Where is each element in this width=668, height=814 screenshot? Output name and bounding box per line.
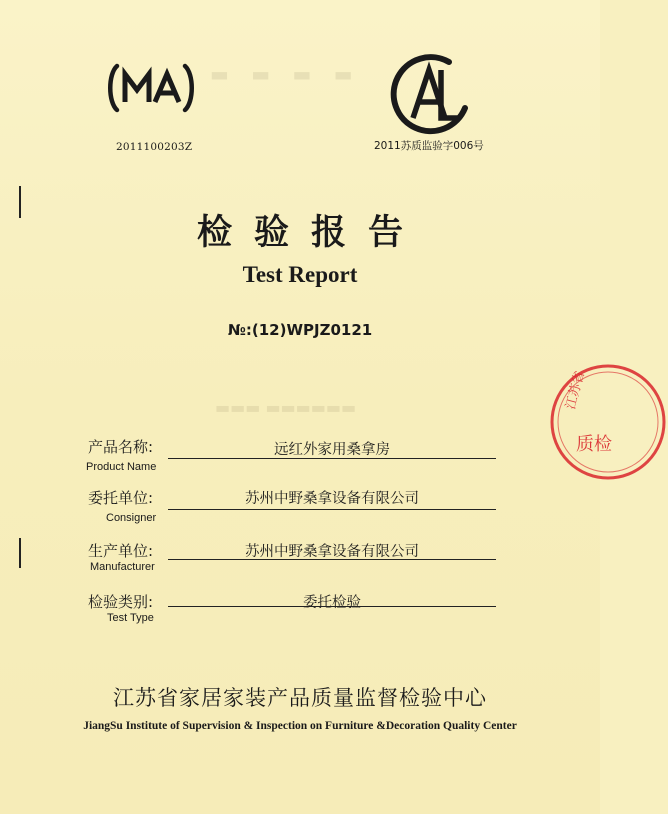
seal-text: 质检 [576,434,612,455]
field-label-cn: 生产单位: [88,542,154,560]
field-value: 苏州中野桑拿设备有限公司 [245,491,419,507]
field-label-en: Product Name [86,461,157,473]
field-underline [168,606,496,607]
bleed-through-text: ▬ ▬ ▬ ▬ [210,62,361,86]
svg-text:江苏省: 江苏省 [563,369,588,412]
field-label-cn: 检验类别: [88,593,154,611]
field-value: 委托检验 [303,595,361,611]
cal-certificate-code: 2011苏质监验字006号 [374,140,484,152]
field-value: 远红外家用桑拿房 [274,442,390,458]
cal-logo-icon [389,52,475,138]
institute-name-cn: 江苏省家居家装产品质量监督检验中心 [113,686,487,710]
field-label-en: Consigner [106,512,157,524]
report-title-cn: 检验报告 [196,213,425,253]
institute-name-en: JiangSu Institute of Supervision & Inspection on Furniture &Decoration Quality Center [83,720,517,732]
field-underline [168,559,496,560]
cma-logo-icon [103,60,199,116]
field-label-cn: 委托单位: [88,489,154,507]
report-number: №:(12)WPJZ0121 [227,321,373,339]
field-value: 苏州中野桑拿设备有限公司 [245,544,419,560]
field-underline [168,509,496,510]
report-title-en: Test Report [242,262,358,287]
official-seal-stamp [548,362,668,482]
field-label-en: Manufacturer [90,561,155,573]
field-label-en: Test Type [107,612,154,624]
field-label-cn: 产品名称: [88,438,154,456]
bleed-through-text: ▬▬▬ ▬▬▬▬▬▬ [215,398,357,417]
cma-certificate-code: 2011100203Z [116,141,193,153]
binder-mark-bottom [19,538,21,568]
field-underline [168,458,496,459]
